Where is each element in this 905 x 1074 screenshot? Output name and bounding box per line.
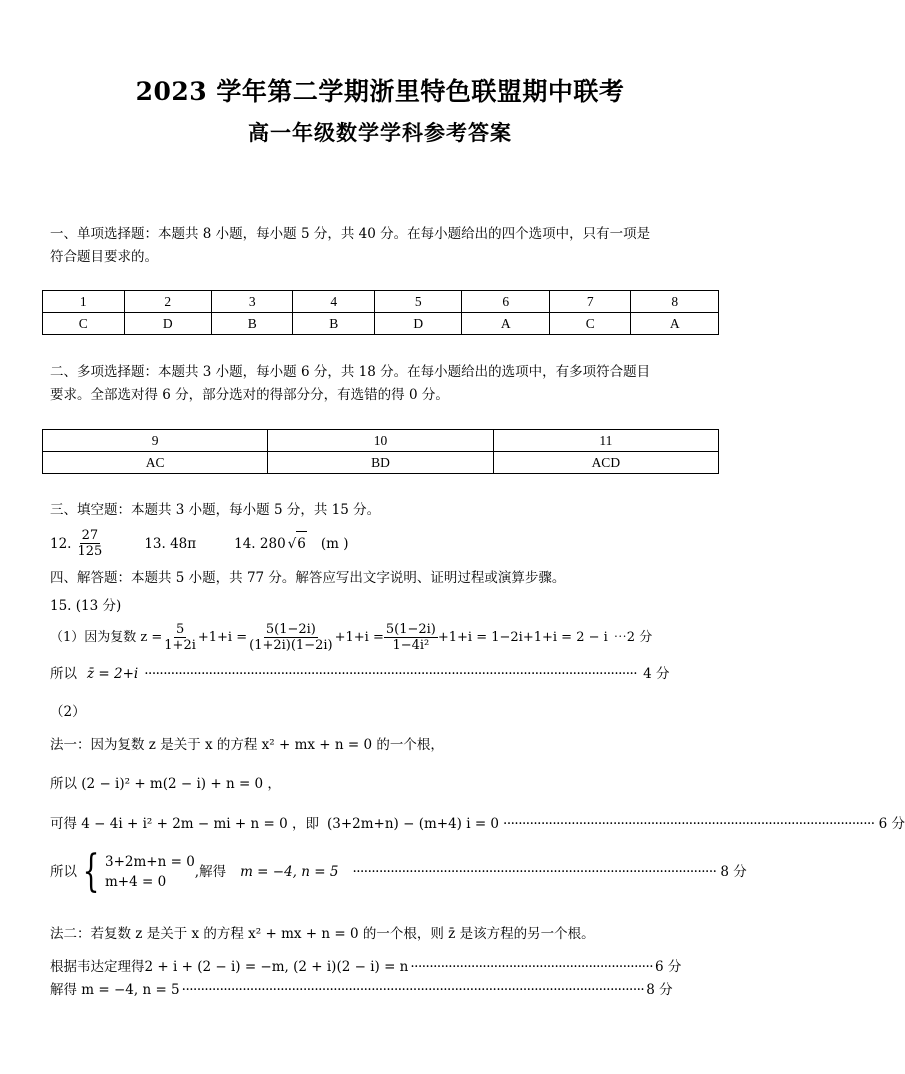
fraction-2: [247, 622, 334, 653]
left-brace: {: [82, 846, 100, 897]
section3-intro: 三、填空题：本题共 3 小题，每小题 5 分，共 15 分。: [50, 502, 381, 518]
score-mark: 8 分: [720, 864, 747, 880]
question-number-cell: 9: [43, 430, 268, 452]
dot-leader: ··························································································································: [181, 982, 645, 998]
answer-cell: A: [462, 313, 549, 335]
fraction-1: [162, 622, 198, 653]
system-eq-2: m+4 = 0: [105, 874, 167, 890]
page-title: 2023 学年第二学期浙里特色联盟期中联考: [135, 77, 625, 106]
q12-fraction: [75, 528, 104, 559]
method1-line4: [50, 846, 747, 897]
answer-cell: A: [631, 313, 719, 335]
part1-tail: +1+i = 1−2i+1+i = 2 − i: [437, 629, 608, 645]
dot-leader: ································································: [410, 959, 654, 975]
question-number-cell: 10: [268, 430, 493, 452]
q12-denominator: 125: [77, 544, 103, 559]
dot-leader: ································································································: [352, 864, 717, 880]
section1-intro-line2: 符合题目要求的。: [50, 249, 158, 265]
question-number-cell: 5: [374, 291, 461, 313]
method1-line1: 法一：因为复数 z 是关于 x 的方程 x² + mx + n = 0 的一个根，: [50, 737, 444, 753]
answer-cell: B: [211, 313, 293, 335]
method2-line2: [50, 955, 682, 979]
fill-in-answers: 12. $\frac{27}{125}$ 13. 48π 14. 280 √ 6 (m ): [50, 528, 349, 559]
conclusion-lead: 所以: [50, 666, 77, 682]
table-row-answers: [43, 452, 719, 474]
score-mark: 6 分: [655, 959, 682, 975]
score-mark: ⋯2 分: [613, 629, 653, 645]
conjugate-expression: z̄ = 2+i: [87, 666, 139, 682]
answer-cell: AC: [43, 452, 268, 474]
method2-vieta: 根据韦达定理得2 + i + (2 − i) = −m, (2 + i)(2 − i) = n: [50, 959, 409, 975]
method1-line3: [50, 812, 905, 836]
method2-result: 解得 m = −4, n = 5: [50, 982, 180, 998]
question-number-cell: 7: [549, 291, 631, 313]
section2-intro-line1: 二、多项选择题：本题共 3 小题，每小题 6 分，共 18 分。在每小题给出的选项中，有多项符合题目: [50, 364, 651, 380]
q12-label: 12.: [50, 535, 72, 552]
q14-prefix: 14. 280: [234, 535, 286, 552]
question-number-cell: 4: [293, 291, 375, 313]
method2-line1: 法二：若复数 z 是关于 x 的方程 x² + mx + n = 0 的一个根，则 z̄ 是该方程的另一个根。: [50, 926, 595, 942]
score-mark: 8 分: [646, 982, 673, 998]
fraction-2-num: 5(1−2i): [265, 622, 316, 637]
table-row-numbers: [43, 291, 719, 313]
fraction-1-num: 5: [175, 622, 185, 637]
q13-answer: 13. 48π: [144, 535, 197, 552]
fraction-3-num: 5(1−2i): [385, 622, 436, 637]
fraction-2-den: (1+2i)(1−2i): [249, 638, 333, 653]
system-eq-1: 3+2m+n = 0: [105, 854, 195, 870]
part1-lead: （1）因为复数 z =: [50, 629, 163, 645]
fraction-3-den: 1−4i²: [392, 638, 430, 653]
answer-cell: BD: [268, 452, 493, 474]
question-number-cell: 11: [493, 430, 718, 452]
question-number-cell: 3: [211, 291, 293, 313]
table-row-answers: [43, 313, 719, 335]
part1-mid2: +1+i =: [334, 629, 384, 645]
dot-leader: ··································································································: [503, 816, 875, 832]
section2-intro-line2: 要求。全部选对得 6 分，部分选对的得部分分，有选错的得 0 分。: [50, 387, 449, 403]
part1-mid1: +1+i =: [197, 629, 248, 645]
single-choice-answer-table: [42, 290, 719, 335]
method1-equation: (3+2m+n) − (m+4) i = 0: [326, 816, 500, 832]
equation-system: [105, 852, 195, 892]
q15-part1-line: [50, 622, 652, 653]
q14-radicand: 6: [296, 531, 307, 556]
method2-line3: [50, 978, 673, 1002]
answer-cell: B: [293, 313, 375, 335]
fraction-1-den: 1+2i: [164, 638, 196, 653]
method1-line4-lead: 所以: [50, 864, 77, 880]
question-number-cell: 6: [462, 291, 549, 313]
method1-line2: 所以 (2 − i)² + m(2 − i) + n = 0 ，: [50, 776, 281, 792]
multi-choice-answer-table: [42, 429, 719, 474]
method1-line4-mid: ,解得: [194, 864, 227, 880]
answer-cell: D: [374, 313, 461, 335]
question-number-cell: 2: [124, 291, 211, 313]
q15-header: 15. (13 分): [50, 598, 122, 614]
q15-part2-label: （2）: [50, 704, 86, 720]
table-row-numbers: [43, 430, 719, 452]
answer-cell: C: [43, 313, 125, 335]
answer-cell: ACD: [493, 452, 718, 474]
dot-leader: ··································································································································: [144, 666, 638, 682]
fraction-3: [384, 622, 438, 653]
page-subtitle: 高一年级数学学科参考答案: [248, 120, 512, 145]
score-mark: 4 分: [643, 666, 670, 682]
answer-cell: D: [124, 313, 211, 335]
method1-result: m = −4, n = 5: [240, 864, 339, 880]
score-mark: 6 分: [878, 816, 905, 832]
section4-intro: 四、解答题：本题共 5 小题，共 77 分。解答应写出文字说明、证明过程或演算步骤。: [50, 570, 566, 586]
answer-cell: C: [549, 313, 631, 335]
q14-unit: (m ): [320, 535, 349, 552]
question-number-cell: 1: [43, 291, 125, 313]
q15-part1-conclusion: [50, 662, 670, 686]
method1-line3-lead: 可得 4 − 4i + i² + 2m − mi + n = 0 ，即: [50, 816, 319, 832]
q12-numerator: 27: [81, 528, 99, 543]
question-number-cell: 8: [631, 291, 719, 313]
section1-intro-line1: 一、单项选择题：本题共 8 小题，每小题 5 分，共 40 分。在每小题给出的四个选项中，只有一项是: [50, 226, 651, 242]
